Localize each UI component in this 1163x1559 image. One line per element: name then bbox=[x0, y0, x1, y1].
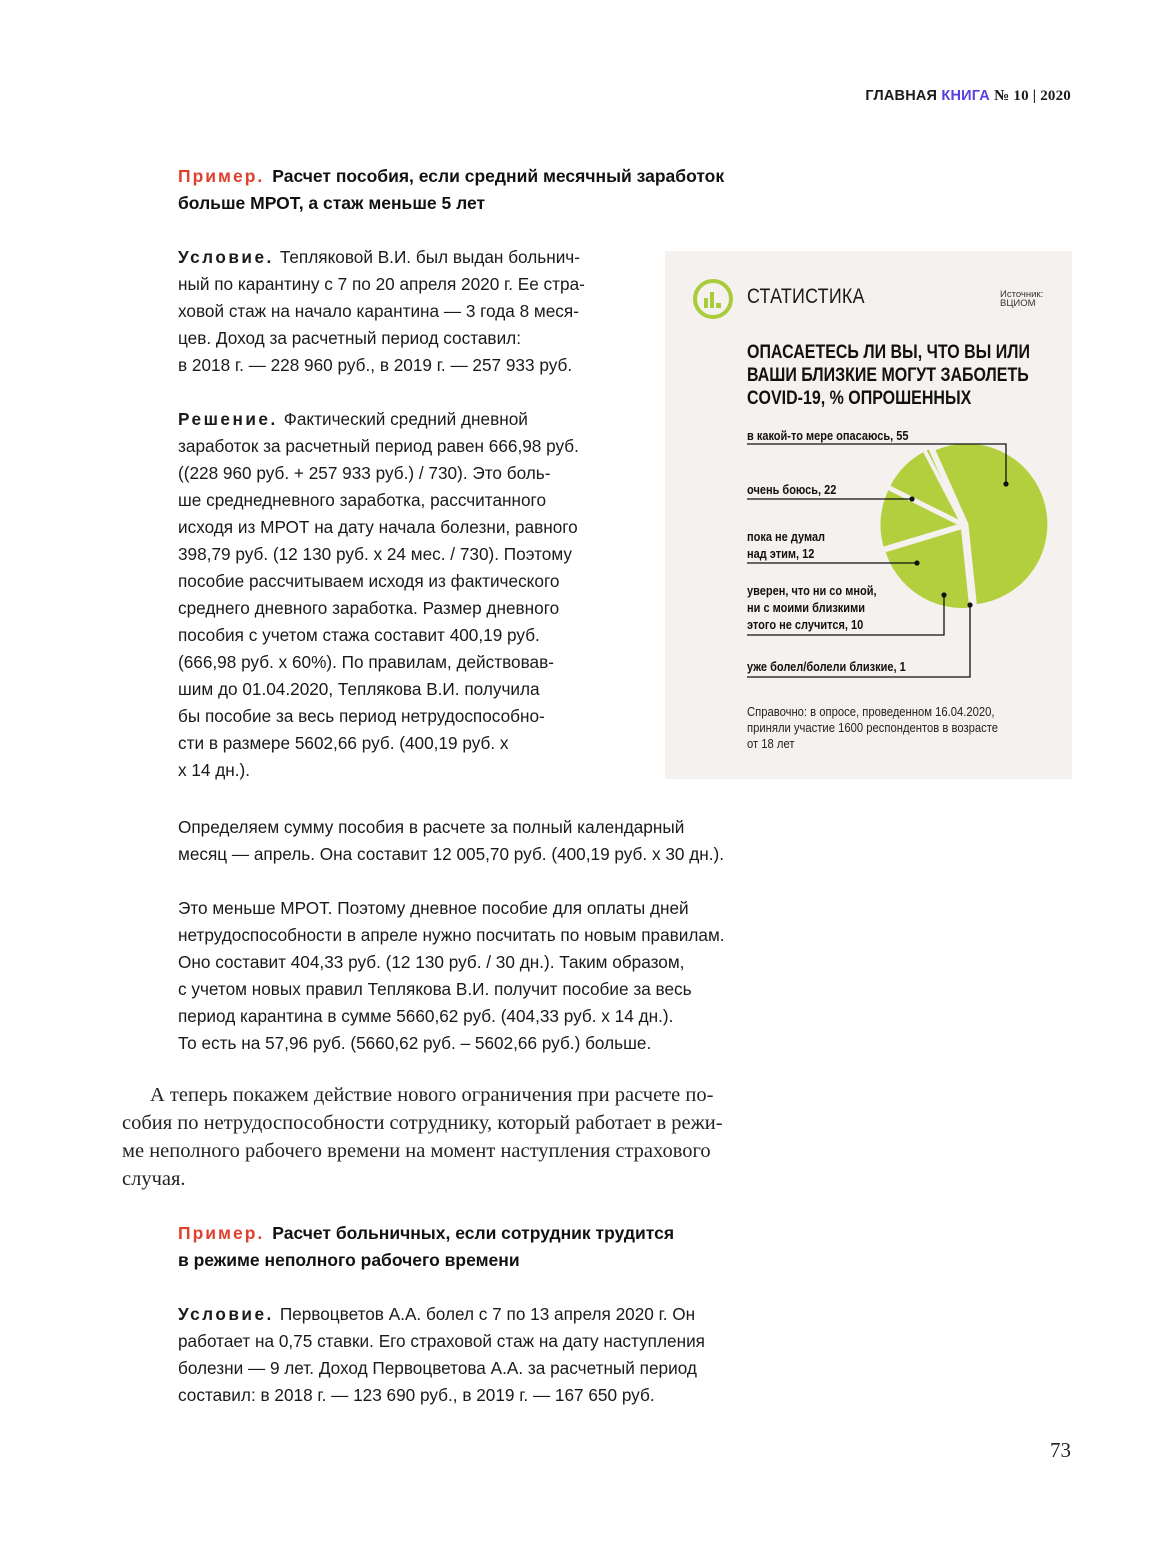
text-line: ме неполного рабочего времени на момент наступления страхового bbox=[122, 1140, 711, 1162]
note-line: от 18 лет bbox=[747, 737, 795, 751]
condition-lead: Условие. bbox=[178, 247, 274, 267]
example1-title-line: больше МРОТ, а стаж меньше 5 лет bbox=[178, 193, 486, 213]
leader-dot bbox=[967, 602, 972, 607]
text-line: в 2018 г. — 228 960 руб., в 2019 г. — 257 933 руб. bbox=[178, 355, 573, 375]
chart-title-line: COVID-19, % ОПРОШЕННЫХ bbox=[747, 387, 972, 409]
text-line: пособия с учетом стажа составит 400,19 руб. bbox=[178, 625, 540, 645]
leader-dot bbox=[914, 560, 919, 565]
text-line: составил: в 2018 г. — 123 690 руб., в 2019 г. — 167 650 руб. bbox=[178, 1385, 655, 1405]
example1-solution bbox=[178, 406, 579, 784]
text-line: 398,79 руб. (12 130 руб. х 24 мес. / 730). Поэтому bbox=[178, 544, 572, 564]
text-line: месяц — апрель. Она составит 12 005,70 руб. (400,19 руб. х 30 дн.). bbox=[178, 844, 725, 864]
note-line: Справочно: в опросе, проведенном 16.04.2020, bbox=[747, 705, 995, 719]
example2-title-line: в режиме неполного рабочего времени bbox=[178, 1250, 520, 1270]
chart-title-line: ОПАСАЕТЕСЬ ЛИ ВЫ, ЧТО ВЫ ИЛИ bbox=[747, 341, 1030, 363]
issue-number: № 10 | 2020 bbox=[994, 88, 1071, 104]
example1-title bbox=[178, 163, 724, 217]
example2-tag: Пример. bbox=[178, 1223, 265, 1243]
text-line: Фактический средний дневной bbox=[283, 409, 528, 429]
example1-condition bbox=[178, 244, 585, 379]
text-line: пособие рассчитываем исходя из фактического bbox=[178, 571, 560, 591]
text-line: случая. bbox=[122, 1168, 186, 1190]
chart-title-line: ВАШИ БЛИЗКИЕ МОГУТ ЗАБОЛЕТЬ bbox=[747, 364, 1029, 386]
pie-label-slice-1 bbox=[747, 428, 908, 445]
brand-name-part2: КНИГА bbox=[941, 88, 990, 104]
text-line: ((228 960 руб. + 257 933 руб.) / 730). Это боль- bbox=[178, 463, 551, 483]
text-line: цев. Доход за расчетный период составил: bbox=[178, 328, 521, 348]
text-line: среднего дневного заработка. Размер дневного bbox=[178, 598, 560, 618]
text-line: период карантина в сумме 5660,62 руб. (404,33 руб. х 14 дн.). bbox=[178, 1006, 674, 1026]
source-label: Источник: bbox=[1000, 289, 1044, 300]
text-line: То есть на 57,96 руб. (5660,62 руб. – 5602,66 руб.) больше. bbox=[178, 1033, 652, 1053]
running-head bbox=[865, 88, 1071, 105]
text-line: Определяем сумму пособия в расчете за полный календарный bbox=[178, 817, 685, 837]
leader-dot bbox=[1003, 481, 1008, 486]
text-line: Первоцветов А.А. болел с 7 по 13 апреля 2020 г. Он bbox=[279, 1304, 696, 1324]
text-line: заработок за расчетный период равен 666,98 руб. bbox=[178, 436, 579, 456]
body-paragraph bbox=[122, 1081, 812, 1193]
pie-label-slice-3 bbox=[747, 529, 825, 563]
text-line: ный по карантину с 7 по 20 апреля 2020 г. Ее стра- bbox=[178, 274, 585, 294]
text-line: Оно составит 404,33 руб. (12 130 руб. / 30 дн.). Таким образом, bbox=[178, 952, 685, 972]
text-line: Тепляковой В.И. был выдан больнич- bbox=[279, 247, 580, 267]
text-line: ховой стаж на начало карантина — 3 года 8 меся- bbox=[178, 301, 579, 321]
statistics-box bbox=[665, 251, 1072, 779]
example1-tag: Пример. bbox=[178, 166, 265, 186]
text-line: собия по нетрудоспособности сотруднику, который работает в режи- bbox=[122, 1112, 723, 1134]
example1-paragraph-monthly bbox=[178, 814, 724, 868]
source-name: ВЦИОМ bbox=[1000, 298, 1036, 309]
pie-chart bbox=[665, 251, 1072, 779]
statistics-label: СТАТИСТИКА bbox=[747, 285, 865, 308]
text-line: Это меньше МРОТ. Поэтому дневное пособие для оплаты дней bbox=[178, 898, 689, 918]
pie-label-slice-4 bbox=[747, 583, 877, 634]
pie-label-text: этого не случится, 10 bbox=[747, 618, 864, 632]
text-line: сти в размере 5602,66 руб. (400,19 руб. х bbox=[178, 733, 509, 753]
leader-dot bbox=[909, 496, 914, 501]
pie-label-text: уже болел/болели близкие, 1 bbox=[747, 660, 906, 674]
pie-label-text: в какой-то мере опасаюсь, 55 bbox=[747, 429, 909, 443]
text-line: шим до 01.04.2020, Теплякова В.И. получила bbox=[178, 679, 540, 699]
text-line: ше среднедневного заработка, рассчитанного bbox=[178, 490, 547, 510]
note-line: приняли участие 1600 респондентов в возрасте bbox=[747, 721, 999, 735]
text-line: болезни — 9 лет. Доход Первоцветова А.А. за расчетный период bbox=[178, 1358, 697, 1378]
text-line: А теперь покажем действие нового ограничения при расчете по- bbox=[150, 1084, 714, 1106]
example1-title-line: Расчет пособия, если средний месячный заработок bbox=[272, 166, 725, 186]
example2-title-line: Расчет больничных, если сотрудник трудится bbox=[272, 1223, 675, 1243]
brand-name-part1: ГЛАВНАЯ bbox=[865, 88, 938, 104]
solution-lead: Решение. bbox=[178, 409, 278, 429]
survey-note bbox=[747, 704, 998, 752]
pie-label-slice-2 bbox=[747, 482, 836, 499]
pie-label-text: уверен, что ни со мной, bbox=[747, 584, 877, 598]
page-number: 73 bbox=[1050, 1438, 1071, 1462]
pie-label-text: над этим, 12 bbox=[747, 547, 815, 561]
text-line: (666,98 руб. х 60%). По правилам, действовав- bbox=[178, 652, 554, 672]
leader-dot bbox=[941, 592, 946, 597]
pie-label-text: очень боюсь, 22 bbox=[747, 483, 837, 497]
pie-label-slice-5 bbox=[747, 659, 906, 676]
text-line: исходя из МРОТ на дату начала болезни, равного bbox=[178, 517, 578, 537]
text-line: с учетом новых правил Теплякова В.И. получит пособие за весь bbox=[178, 979, 692, 999]
pie-label-text: пока не думал bbox=[747, 530, 826, 544]
condition-lead: Условие. bbox=[178, 1304, 274, 1324]
pie-label-text: ни с моими близкими bbox=[747, 601, 865, 615]
text-line: нетрудоспособности в апреле нужно посчитать по новым правилам. bbox=[178, 925, 725, 945]
example2-title bbox=[178, 1220, 674, 1274]
example2-condition bbox=[178, 1301, 705, 1409]
text-line: х 14 дн.). bbox=[178, 760, 251, 780]
text-line: работает на 0,75 ставки. Его страховой стаж на дату наступления bbox=[178, 1331, 705, 1351]
text-line: бы пособие за весь период нетрудоспособно- bbox=[178, 706, 545, 726]
example1-paragraph-conclusion bbox=[178, 895, 725, 1057]
